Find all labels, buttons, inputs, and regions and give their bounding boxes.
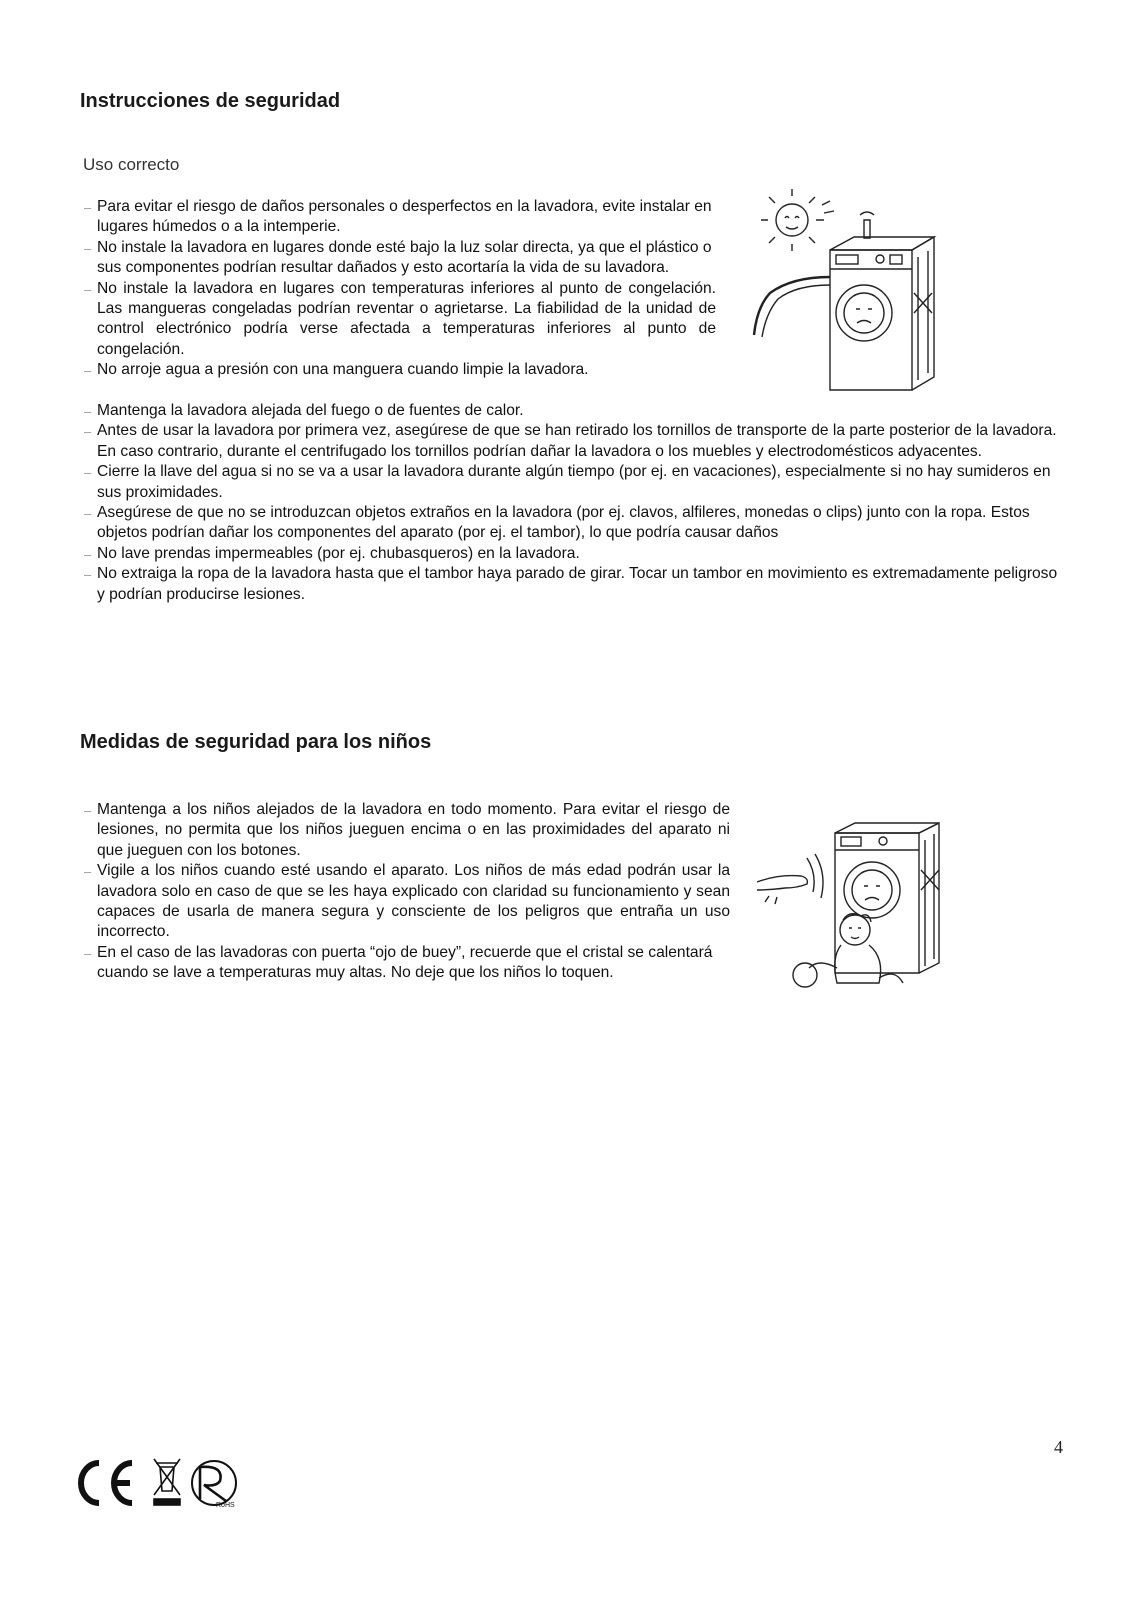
list-item: – No instale la lavadora en lugares donde esté bajo la luz solar directa, ya que el plástico o sus componentes podrían resultar dañados y esto acortaría la vida de su lavadora. xyxy=(84,238,712,277)
bullet-dash-icon: – xyxy=(84,404,92,419)
bullet-dash-icon: – xyxy=(84,424,92,440)
list-item: – No extraiga la ropa de la lavadora hasta que el tambor haya parado de girar. Tocar un tambor en movimiento es extremadamente peligroso y podrían producirse lesiones. xyxy=(84,565,1058,603)
list-item: – No lave prendas impermeables (por ej. chubasqueros) en la lavadora. xyxy=(84,544,1059,564)
washer-child-illustration xyxy=(757,818,962,1003)
bullet-dash-icon: – xyxy=(84,363,92,379)
bullet-dash-icon: – xyxy=(84,240,92,256)
bullet-dash-icon: – xyxy=(84,200,92,215)
bullet-dash-icon: – xyxy=(84,945,92,961)
section-title-children: Medidas de seguridad para los niños xyxy=(80,731,432,753)
bullet-dash-icon: – xyxy=(84,281,92,297)
bullet-dash-icon: – xyxy=(84,506,92,522)
children-safety-list xyxy=(84,800,730,984)
weee-bin-icon xyxy=(154,1459,180,1505)
list-item: – Mantenga la lavadora alejada del fuego o de fuentes de calor. xyxy=(84,401,1059,421)
list-item: – Vigile a los niños cuando esté usando el aparato. Los niños de más edad podrán usar la lavadora solo en caso de que se les haya explicado con claridad su funcionamiento y sean capaces de usarla de manera segura y consciente de los peligros que entraña un uso incorrecto. xyxy=(84,862,730,941)
list-item: – Cierre la llave del agua si no se va a usar la lavadora durante algún tiempo (por ej. en vacaciones), especialmente si no hay sumideros en sus proximidades. xyxy=(84,463,1051,501)
section-title-safety: Instrucciones de seguridad xyxy=(80,90,341,112)
list-item: – No instale la lavadora en lugares con temperaturas inferiores al punto de congelación. Las mangueras congeladas podrían reventar o agrietarse. La fiabilidad de la unidad de control electrónico podría verse afectada a temperaturas inferiores al punto de congelación. xyxy=(84,279,716,358)
washer-sun-illustration xyxy=(752,185,957,400)
page-number: 4 xyxy=(1054,1437,1063,1457)
rohs-icon xyxy=(192,1461,236,1509)
list-item: – Para evitar el riesgo de daños personales o desperfectos en la lavadora, evite instalar en lugares húmedos o a la intemperie. xyxy=(84,198,712,236)
list-item: – Mantenga a los niños alejados de la lavadora en todo momento. Para evitar el riesgo de lesiones, no permita que los niños jueguen encima o en las proximidades del aparato ni que jueguen con los botones. xyxy=(84,801,730,859)
bullet-dash-icon: – xyxy=(84,465,92,481)
list-item: – Antes de usar la lavadora por primera vez, asegúrese de que se han retirado los tornillos de transporte de la parte posterior de la lavadora. En caso contrario, durante el centrifugado los tornillos podrían dañar la lavadora o los muebles y electrodomésticos adyacentes. xyxy=(84,422,1057,460)
list-item: – En el caso de las lavadoras con puerta “ojo de buey”, recuerde que el cristal se calentará cuando se lave a temperaturas muy altas. No deje que los niños lo toquen. xyxy=(84,943,713,982)
bullet-dash-icon: – xyxy=(84,803,92,818)
compliance-marks xyxy=(74,1455,244,1515)
svg-text:RoHS: RoHS xyxy=(216,1502,235,1509)
bullet-dash-icon: – xyxy=(84,567,92,583)
bullet-dash-icon: – xyxy=(84,546,92,562)
list-item: – No arroje agua a presión con una manguera cuando limpie la lavadora. xyxy=(84,360,716,380)
list-item: – Asegúrese de que no se introduzcan objetos extraños en la lavadora (por ej. clavos, alfileres, monedas o clips) junto con la ropa. Estos objetos podrían dañar los componentes del aparato (por ej. el tambor), lo que podría causar daños xyxy=(84,504,1030,542)
safety-list-top xyxy=(84,197,716,381)
subsection-title-correct-use: Uso correcto xyxy=(83,155,180,174)
safety-list-bottom xyxy=(84,401,1059,605)
bullet-dash-icon: – xyxy=(84,864,92,880)
ce-mark-icon xyxy=(81,1463,132,1503)
